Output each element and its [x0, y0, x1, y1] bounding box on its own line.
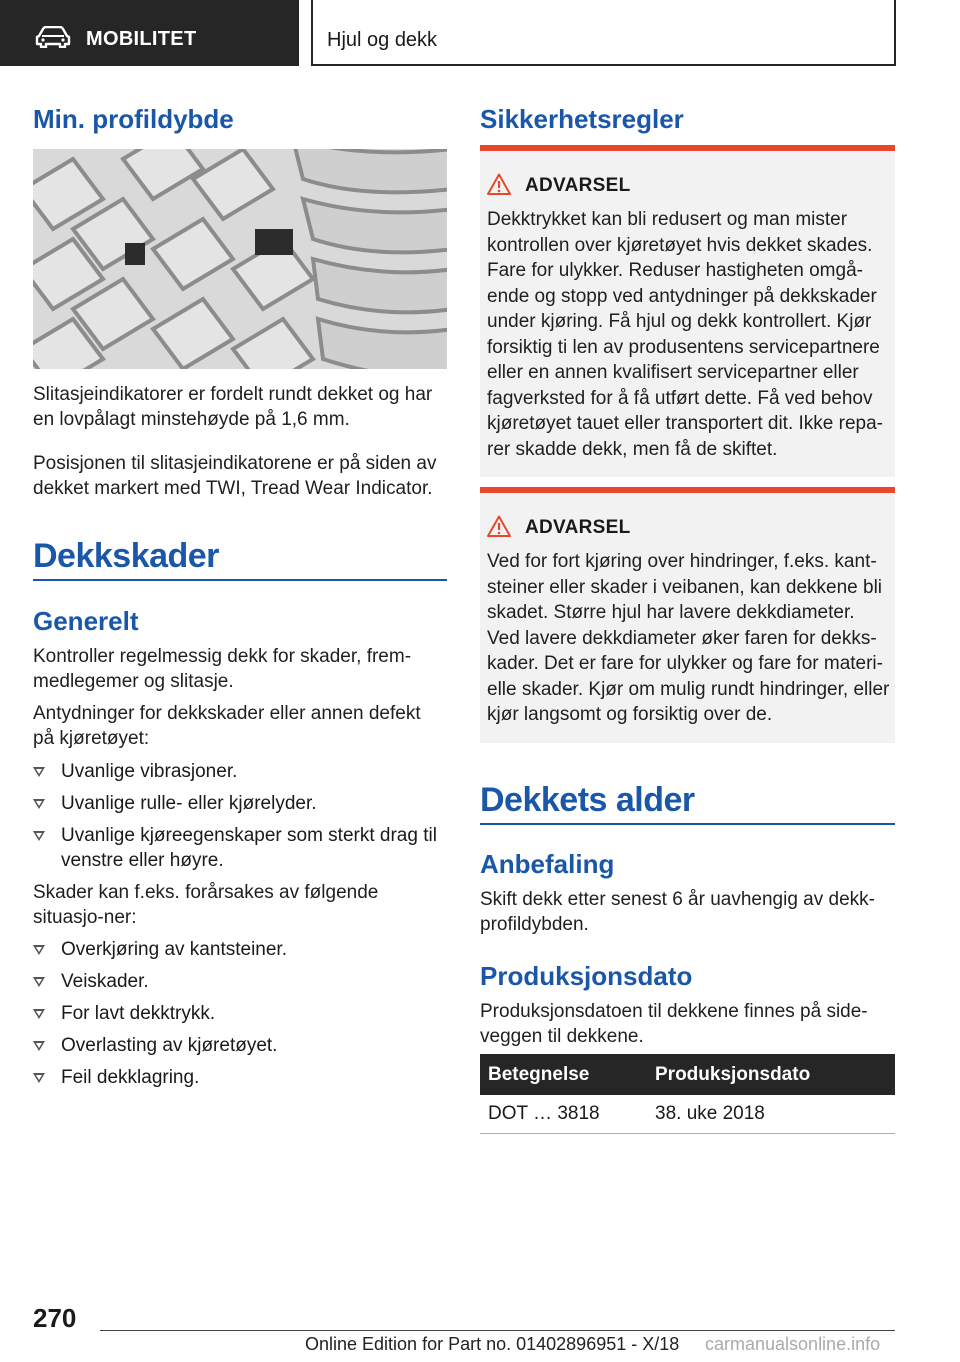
column-header: Betegnelse	[480, 1054, 647, 1095]
safety-heading: Sikkerhetsregler	[480, 104, 684, 134]
page-number: 270	[33, 1303, 77, 1333]
heading-rule	[480, 823, 895, 825]
general-paragraph-2: Antydninger for dekkskader eller annen defekt på kjøretøyet:	[33, 703, 421, 749]
general-paragraph-1: Kontroller regelmessig dekk for skader, frem-medlegemer og slitasje.	[33, 646, 412, 692]
min-profile-paragraph-2: Posisjonen til slitasjeindikatorene er på siden av dekket markert med TWI, Tread Wear Indicator.	[33, 453, 437, 499]
table-row	[480, 1095, 895, 1133]
bullet-triangle-icon	[33, 945, 45, 955]
page-header	[0, 0, 960, 66]
recommendation-text: Skift dekk etter senest 6 år uavhengig av dekk-profildybden.	[480, 889, 875, 935]
section-tab	[0, 0, 299, 66]
breadcrumb	[311, 0, 896, 66]
bullet-triangle-icon	[33, 1073, 45, 1083]
production-date-table	[480, 1054, 895, 1134]
min-profile-paragraph-1: Slitasjeindikatorer er fordelt rundt dekket og har en lovpålagt minstehøyde på 1,6 mm.	[33, 384, 433, 430]
warning-box	[480, 487, 895, 743]
table-header-row	[480, 1054, 895, 1095]
warning-triangle-icon	[487, 173, 511, 195]
bullet-triangle-icon	[33, 799, 45, 809]
production-date-text: Produksjonsdatoen til dekkene finnes på side-veggen til dekkene.	[480, 1001, 868, 1047]
warning-text: Dekktrykket kan bli redusert og man mister kontrollen over kjøretøyet hvis dekket skades. Fare for ulykker. Reduser hastigheten omgå-ende og stopp ved antydninger på dekkskader under kjøring. Få hjul og dekk kontrollert. Kjør forsiktig ti len av produsentens servicepartnere eller en annen kvalifisert servicepartner eller fagverksted for å få utført dette. Få ved behov kjøretøyet tauet eller transportert dit. Ikke repa-rer skadde dekk, men få de skiftet.	[487, 209, 883, 460]
recommendation-heading: Anbefaling	[480, 849, 615, 879]
section-label: MOBILITET	[86, 28, 197, 50]
warning-text: Ved for fort kjøring over hindringer, f.eks. kant-steiner eller skader i veibanen, kan dekkene bli skadet. Større hjul har lavere dekkdiameter. Ved lavere dekkdiameter øker faren for dekks-kader. Det er fare for ulykker og fare for materi-elle skader. Kjør om mulig rundt hindringer, eller kjør langsomt og forsiktig over de.	[487, 551, 890, 725]
warning-box	[480, 145, 895, 477]
heading-rule	[33, 579, 447, 581]
causes-intro: Skader kan f.eks. forårsakes av følgende situasjo-ner:	[33, 882, 379, 928]
breadcrumb-label: Hjul og dekk	[327, 29, 438, 51]
footer-rule	[100, 1330, 895, 1331]
production-date-heading: Produksjonsdato	[480, 961, 693, 991]
min-profile-heading: Min. profildybde	[33, 104, 234, 134]
damage-heading: Dekkskader	[33, 537, 219, 575]
tire-tread-image	[33, 149, 447, 369]
warning-triangle-icon	[487, 515, 511, 537]
edition-text: Online Edition for Part no. 01402896951 - X/18	[305, 1334, 680, 1354]
table-cell: 38. uke 2018	[647, 1095, 895, 1133]
bullet-triangle-icon	[33, 977, 45, 987]
bullet-triangle-icon	[33, 1041, 45, 1051]
bullet-triangle-icon	[33, 831, 45, 841]
car-icon	[35, 26, 71, 48]
watermark-text: carmanualsonline.info	[705, 1334, 881, 1354]
column-header: Produksjonsdato	[647, 1054, 895, 1095]
tire-tread-illustration	[33, 149, 447, 369]
tire-age-heading: Dekkets alder	[480, 781, 695, 819]
general-heading: Generelt	[33, 606, 139, 636]
table-cell: DOT … 3818	[480, 1095, 647, 1133]
warning-title: ADVARSEL	[525, 517, 631, 538]
warning-title: ADVARSEL	[525, 175, 631, 196]
bullet-triangle-icon	[33, 1009, 45, 1019]
bullet-triangle-icon	[33, 767, 45, 777]
